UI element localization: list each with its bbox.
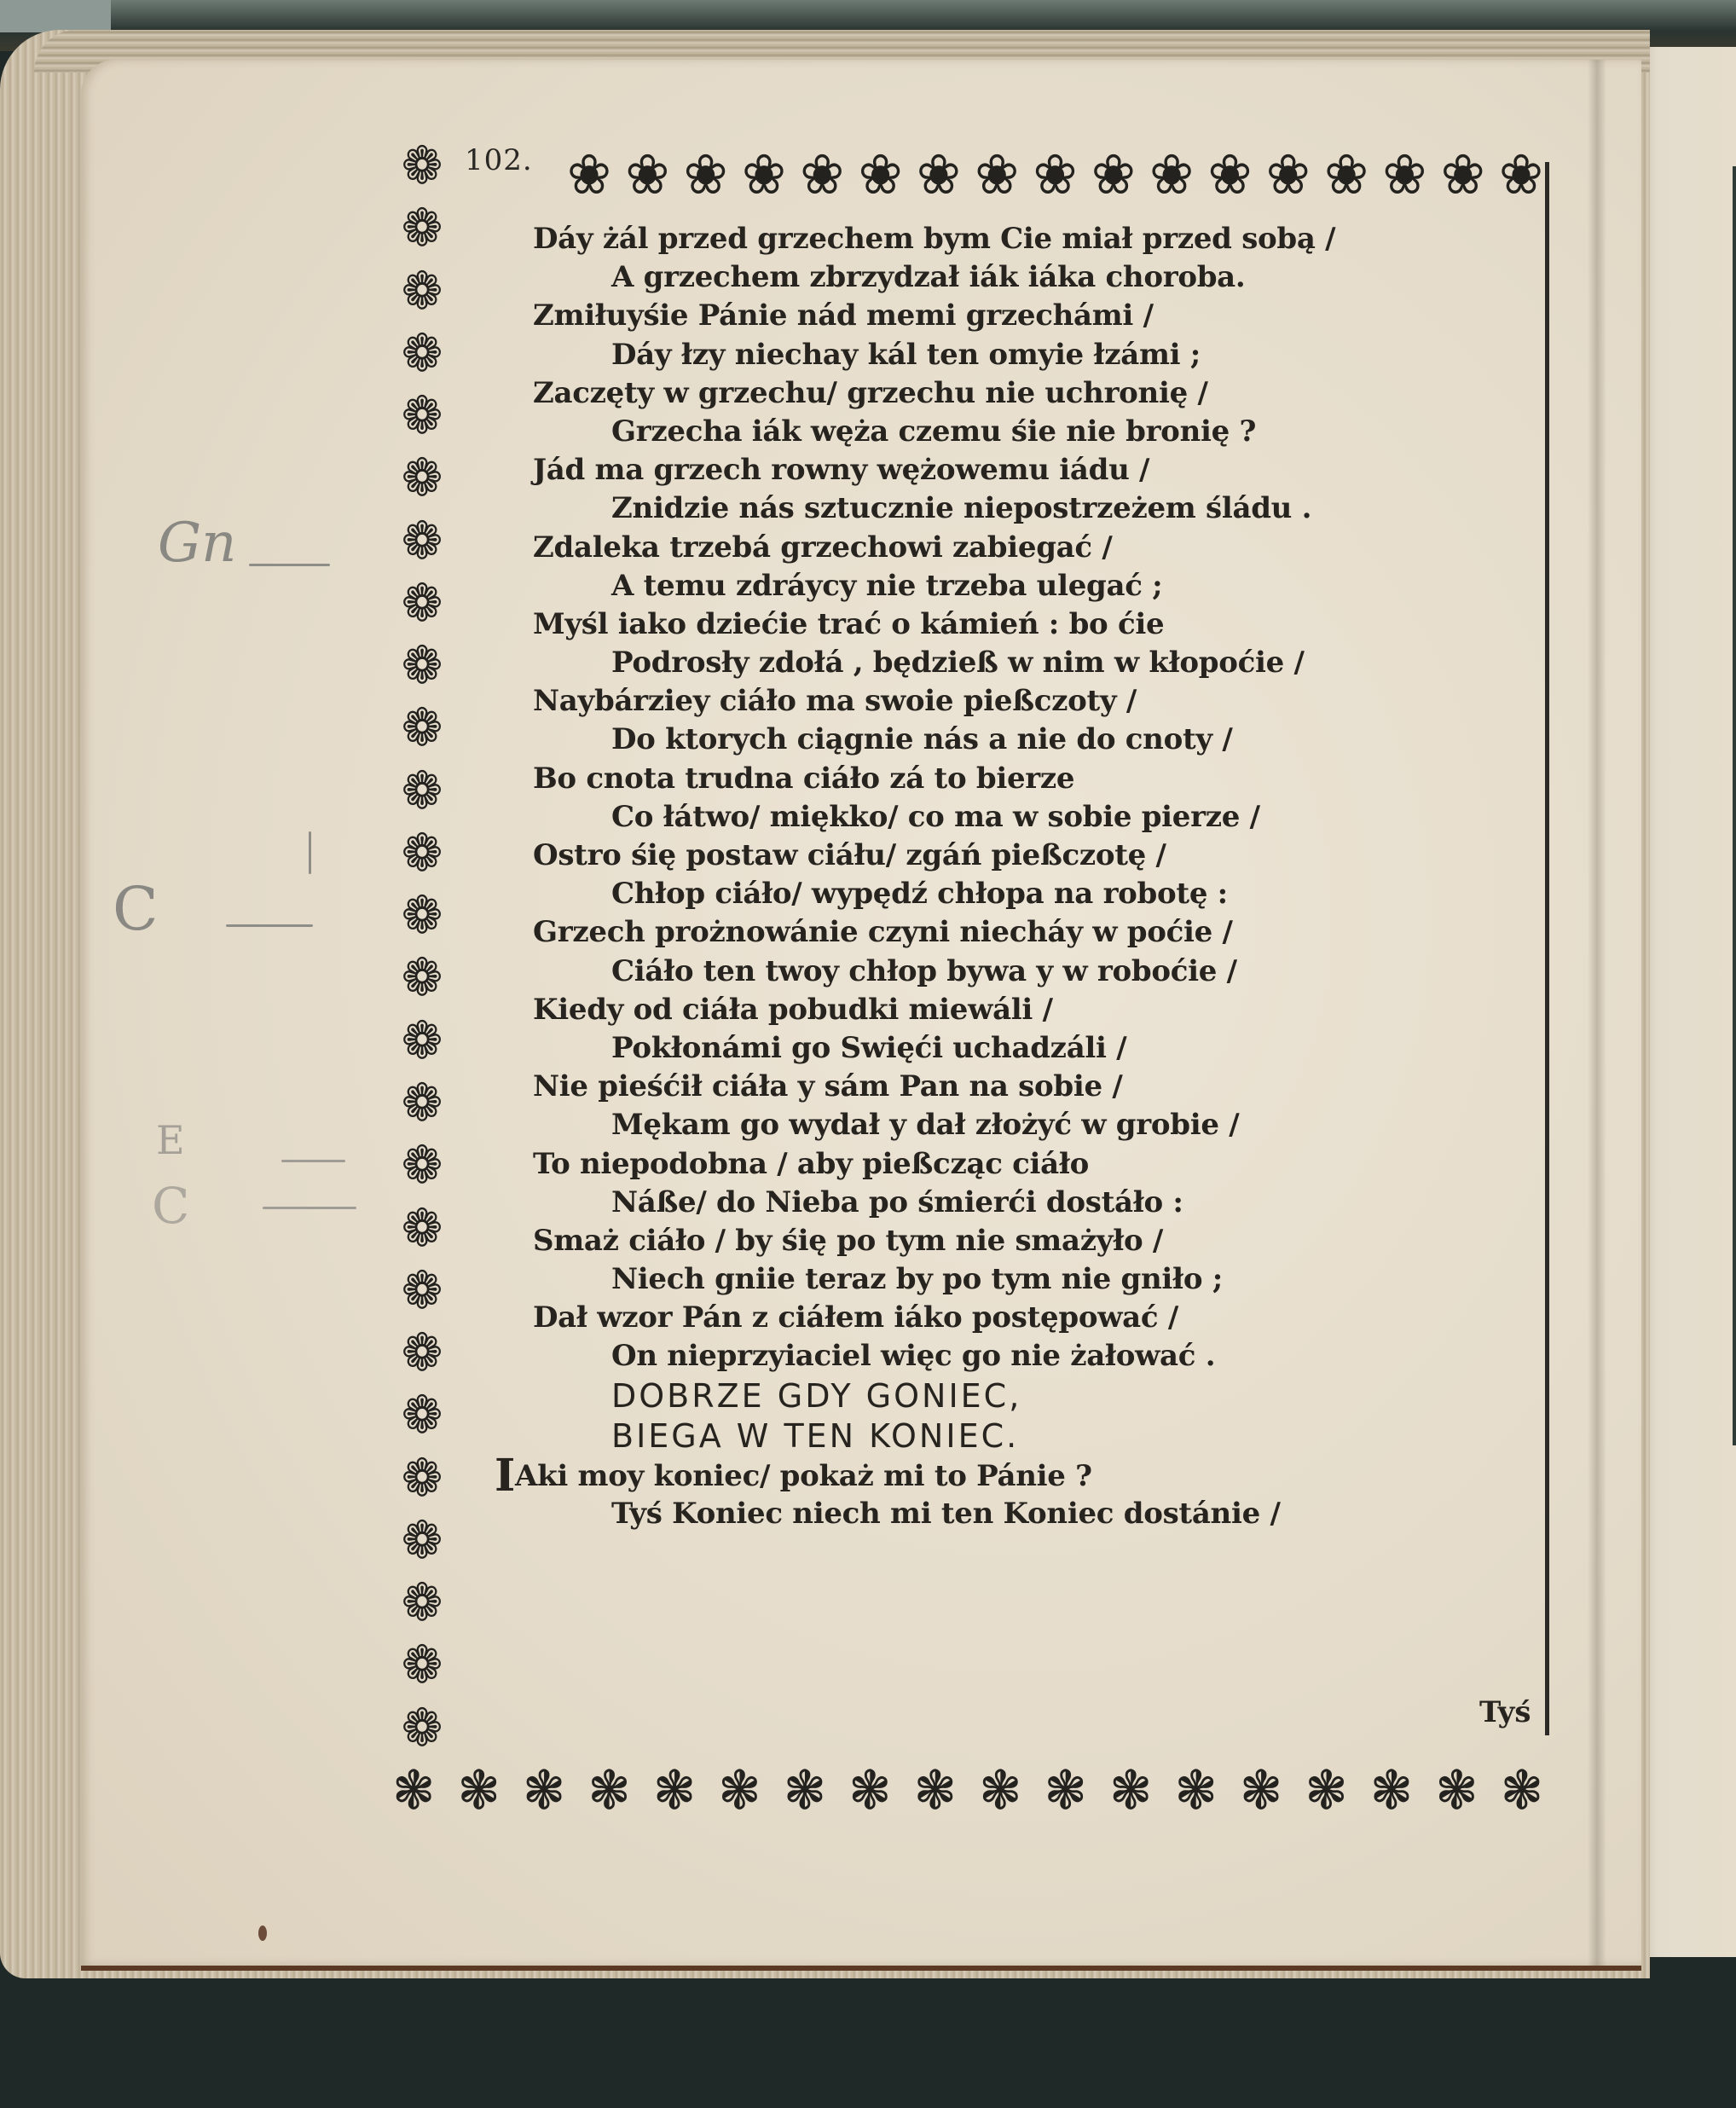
verse-line: Podrosły zdołá , będzieß w nim w kłopoćie / [611, 646, 1305, 680]
ornament-border-left [384, 135, 460, 1758]
pencil-dash [281, 1160, 345, 1162]
fleuron-icon: ❀ [741, 141, 786, 207]
verse-line: Zaczęty w grzechu/ grzechu nie uchronię / [533, 375, 1208, 410]
drop-initial: I [495, 1449, 516, 1502]
pencil-dash [263, 1207, 356, 1209]
pencil-note-e: E [156, 1117, 185, 1163]
verse-line: Grzech prożnowánie czyni niecháy w poćie / [533, 915, 1233, 950]
pencil-dash [249, 564, 330, 566]
fleuron-icon: ❁ [401, 385, 443, 446]
fleuron-icon: ❁ [401, 509, 443, 571]
border-rule-right [1545, 162, 1549, 1735]
verse-line: A temu zdráycy nie trzeba ulegać ; [611, 568, 1163, 603]
fleuron-icon: ❁ [401, 1509, 443, 1571]
verse-line: On nieprzyiaciel więc go nie żałować . [611, 1339, 1216, 1374]
fleuron-icon: ❁ [401, 1696, 443, 1758]
ornament-border-bottom [392, 1752, 1543, 1829]
section-heading-line: DOBRZE GDY GONIEC, [611, 1376, 1022, 1415]
closing-line: Tyś Koniec niech mi ten Koniec dostánie / [611, 1496, 1281, 1531]
fleuron-icon: ❀ [975, 141, 1020, 207]
verse-line: Do ktorych ciągnie nás a nie do cnoty / [611, 722, 1233, 757]
verse-line: Co łátwo/ miękko/ co ma w sobie pierze / [611, 799, 1260, 834]
scan-background [0, 0, 111, 32]
fleuron-icon: ❃ [718, 1759, 761, 1822]
verse-line: Dáy łzy niechay kál ten omyie łzámi ; [611, 337, 1201, 372]
pencil-stroke [309, 831, 311, 874]
fleuron-icon: ❁ [401, 1384, 443, 1446]
fleuron-icon: ❁ [401, 322, 443, 384]
section-heading-line: BIEGA W TEN KONIEC. [611, 1416, 1020, 1455]
verse-line: Bo cnota trudna ciáło zá to bierze [533, 761, 1075, 796]
fleuron-icon: ❃ [587, 1759, 631, 1822]
fleuron-icon: ❃ [1369, 1759, 1414, 1822]
fleuron-icon: ❃ [392, 1759, 436, 1822]
verse-line: Dáy żál przed grzechem bym Cie miał przed sobą / [533, 222, 1336, 256]
fleuron-icon: ❁ [401, 759, 443, 821]
facing-page-edge [1637, 47, 1736, 1957]
fleuron-icon: ❀ [1033, 141, 1078, 207]
verse-line: Dał wzor Pán z ciáłem iáko postępować / [533, 1300, 1178, 1335]
fleuron-icon: ❁ [401, 1134, 443, 1196]
fleuron-icon: ❁ [401, 697, 443, 759]
fleuron-icon: ❁ [401, 884, 443, 946]
verse-line: Smaż ciáło / by śię po tym nie smażyło / [533, 1223, 1163, 1258]
fleuron-icon: ❀ [1149, 141, 1195, 207]
verse-line: Chłop ciáło/ wypędź chłopa na robotę : [611, 877, 1228, 912]
verse-line: Nie pieśćił ciáła y sám Pan na sobie / [533, 1069, 1123, 1104]
closing-line-initial [495, 1449, 1539, 1502]
page-number: 102. [465, 143, 533, 177]
verse-line: Kiedy od ciáła pobudki miewáli / [533, 992, 1053, 1027]
fleuron-icon: ❁ [401, 197, 443, 258]
verse-line: To niepodobna / aby pießcząc ciáło [533, 1146, 1090, 1181]
fleuron-icon: ❃ [457, 1759, 501, 1822]
fleuron-icon: ❁ [401, 1446, 443, 1509]
fleuron-icon: ❁ [401, 1010, 443, 1071]
fleuron-icon: ❀ [567, 141, 611, 207]
fleuron-icon: ❃ [522, 1759, 566, 1822]
fleuron-icon: ❃ [1174, 1759, 1218, 1822]
fleuron-icon: ❀ [1207, 141, 1253, 207]
fleuron-icon: ❃ [1108, 1759, 1153, 1822]
fleuron-icon: ❁ [401, 1196, 443, 1259]
fleuron-icon: ❀ [625, 141, 670, 207]
ornament-border-top [567, 138, 1543, 211]
fleuron-icon: ❁ [401, 1322, 443, 1383]
fleuron-icon: ❁ [401, 1072, 443, 1133]
verse-line: Ostro śię postaw ciáłu/ zgáń pießczotę / [533, 838, 1166, 872]
fleuron-icon: ❁ [401, 259, 443, 321]
pencil-dash [226, 924, 313, 927]
pencil-note-c: C [113, 874, 159, 944]
fleuron-icon: ❁ [401, 447, 443, 509]
fleuron-icon: ❃ [1435, 1759, 1478, 1822]
verse-line: Niech gniie teraz by po tym nie gniło ; [611, 1262, 1223, 1297]
fleuron-icon: ❀ [1265, 141, 1311, 207]
verse-line: Myśl iako dziećie trać o kámień : bo ćie [533, 606, 1165, 641]
fleuron-icon: ❀ [1440, 141, 1485, 207]
fleuron-icon: ❁ [401, 572, 443, 634]
fleuron-icon: ❁ [401, 822, 443, 883]
verse-line: Zmiłuyśie Pánie nád memi grzechámi / [533, 298, 1154, 333]
verse-line: Náße/ do Nieba po śmierći dostáło : [611, 1184, 1183, 1219]
poem-text [495, 220, 1539, 1533]
fleuron-icon: ❁ [401, 1634, 443, 1696]
fleuron-icon: ❁ [401, 1572, 443, 1633]
facing-page-border-rule [1733, 166, 1736, 1445]
fleuron-icon: ❁ [401, 634, 443, 696]
fleuron-icon: ❃ [652, 1759, 697, 1822]
pencil-note-c-faint: C [152, 1177, 190, 1235]
fleuron-icon: ❃ [979, 1759, 1022, 1822]
fleuron-icon: ❀ [916, 141, 961, 207]
verse-line: Mękam go wydał y dał złożyć w grobie / [611, 1108, 1240, 1143]
verse-line: Znidzie nás sztucznie niepostrzeżem śládu . [611, 491, 1312, 526]
fleuron-icon: ❃ [1044, 1759, 1087, 1822]
fleuron-icon: ❁ [401, 135, 443, 196]
pencil-note-gn: Gn [158, 512, 237, 575]
fleuron-icon: ❃ [913, 1759, 957, 1822]
catchword: Tyś [1479, 1695, 1531, 1729]
fleuron-icon: ❃ [1305, 1759, 1348, 1822]
fleuron-icon: ❁ [401, 1260, 443, 1321]
verse-line: Naybárziey ciáło ma swoie pießczoty / [533, 684, 1137, 719]
verse-line: Pokłonámi go Swięći uchadzáli / [611, 1030, 1127, 1065]
fleuron-icon: ❀ [800, 141, 845, 207]
fleuron-icon: ❀ [1324, 141, 1369, 207]
fleuron-icon: ❀ [683, 141, 728, 207]
fleuron-icon: ❃ [1239, 1759, 1283, 1822]
fleuron-icon: ❀ [858, 141, 903, 207]
fleuron-icon: ❀ [1091, 141, 1136, 207]
verse-line: Grzecha iák węża czemu śie nie bronię ? [611, 414, 1257, 449]
verse-lines [533, 220, 1539, 1376]
fleuron-icon: ❀ [1382, 141, 1427, 207]
fleuron-icon: ❃ [783, 1759, 826, 1822]
fleuron-icon: ❁ [401, 947, 443, 1009]
verse-line: A grzechem zbrzydzał iák iáka choroba. [611, 260, 1246, 295]
fleuron-icon: ❃ [1500, 1759, 1543, 1822]
verse-line: Zdaleka trzebá grzechowi zabiegać / [533, 530, 1113, 565]
fleuron-icon: ❃ [848, 1759, 892, 1822]
closing-line-text: Aki moy koniec/ pokaż mi to Pánie ? [515, 1458, 1092, 1493]
ink-spot [258, 1926, 267, 1941]
fleuron-icon: ❀ [1499, 141, 1543, 207]
page-fold-shadow [1588, 60, 1606, 1966]
verse-line: Jád ma grzech rowny wężowemu iádu / [533, 453, 1150, 488]
verse-line: Ciáło ten twoy chłop bywa y w roboćie / [611, 953, 1237, 988]
